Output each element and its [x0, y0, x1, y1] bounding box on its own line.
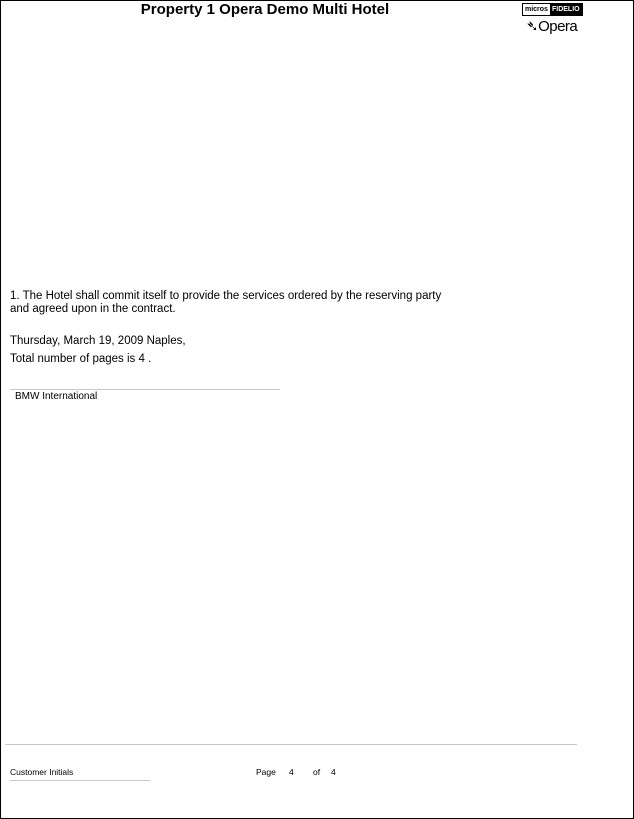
customer-initials-label: Customer Initials	[10, 767, 74, 777]
total-pages: Total number of pages is 4 .	[10, 353, 152, 365]
footer-divider	[5, 744, 577, 745]
signature-line	[10, 389, 280, 390]
opera-swirl-icon: ➴	[526, 18, 539, 35]
clause-line-1: 1. The Hotel shall commit itself to provide the services ordered by the reserving party	[10, 290, 442, 302]
logo-micros-text: micros	[525, 6, 548, 13]
clause-line-2: and agreed upon in the contract.	[10, 303, 176, 315]
page-title: Property 1 Opera Demo Multi Hotel	[140, 1, 390, 18]
signatory-name: BMW International	[15, 391, 98, 402]
page-label: Page	[256, 767, 276, 777]
of-label: of	[313, 767, 321, 777]
logo-fidelio-text: FIDELIO	[551, 6, 580, 13]
micros-fidelio-logo	[522, 3, 583, 16]
logo-opera-text: Opera	[538, 18, 578, 35]
opera-logo	[526, 17, 577, 35]
page-number: 4	[289, 767, 294, 777]
page-total: 4	[331, 767, 336, 777]
initials-line	[10, 780, 150, 781]
date-place: Thursday, March 19, 2009 Naples,	[10, 335, 186, 347]
